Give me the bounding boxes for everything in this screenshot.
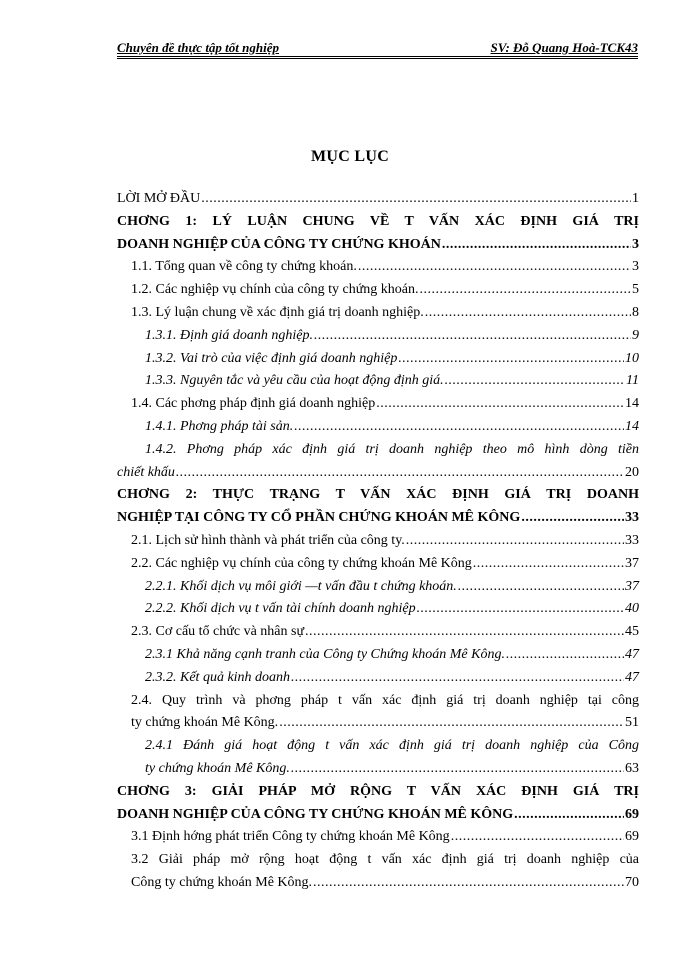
toc-entry-chapter-3[interactable]: CHƠNG 3: GIẢI PHÁP MỞ RỘNG T VẤN XÁC ĐỊNH GIÁ TRỊ: [117, 783, 639, 799]
toc-entry-2-2[interactable]: 2.2. Các nghiệp vụ chính của công ty chứng khoán Mê Kông ..... 37: [117, 556, 639, 579]
toc-entry-intro[interactable]: LỜI MỞ ĐẦU ..... 1: [117, 191, 639, 214]
toc-entry-chapter-1[interactable]: CHƠNG 1: LÝ LUẬN CHUNG VỀ T VẤN XÁC ĐỊNH GIÁ TRỊ: [117, 213, 639, 229]
toc-entry-2-4-1[interactable]: 2.4.1 Đánh giá hoạt động t vấn xác định giá trị doanh nghiệp của Công: [145, 738, 639, 754]
page-header: [117, 40, 638, 59]
toc-entry-2-4[interactable]: 2.4. Quy trình và phơng pháp t vấn xác định giá trị doanh nghiệp tại công: [131, 692, 639, 708]
toc-entry-1-3-2[interactable]: 1.3.2. Vai trò của việc định giá doanh nghiệp ..... 10: [117, 351, 639, 374]
toc-entry-3-2-cont[interactable]: Công ty chứng khoán Mê Kông. ..... 70: [117, 875, 639, 898]
toc-entry-2-4-1-cont[interactable]: ty chứng khoán Mê Kông. ..... 63: [117, 761, 639, 784]
table-of-contents: [117, 191, 639, 898]
toc-entry-1-3-3[interactable]: 1.3.3. Nguyên tắc và yêu cầu của hoạt động định giá. ..... 11: [117, 373, 639, 396]
toc-entry-2-3[interactable]: 2.3. Cơ cấu tổ chức và nhân sự ..... 45: [117, 624, 639, 647]
toc-entry-1-3[interactable]: 1.3. Lý luận chung về xác định giá trị doanh nghiệp. ..... 8: [117, 305, 639, 328]
page-title: MỤC LỤC: [310, 148, 390, 165]
toc-entry-2-3-2[interactable]: 2.3.2. Kết quả kinh doanh ..... 47: [117, 670, 639, 693]
toc-entry-1-4-1[interactable]: 1.4.1. Phơng pháp tài sản. ..... 14: [117, 419, 639, 442]
toc-entry-3-2[interactable]: 3.2 Giải pháp mở rộng hoạt động t vấn xác định giá trị doanh nghiệp của: [131, 852, 639, 868]
toc-entry-chapter-1-cont[interactable]: DOANH NGHIỆP CỦA CÔNG TY CHỨNG KHOÁN ..... 3: [117, 237, 639, 260]
toc-entry-1-1[interactable]: 1.1. Tổng quan về công ty chứng khoán. ..... 3: [117, 259, 639, 282]
toc-entry-2-4-cont[interactable]: ty chứng khoán Mê Kông. ..... 51: [117, 715, 639, 738]
toc-entry-1-3-1[interactable]: 1.3.1. Định giá doanh nghiệp. ..... 9: [117, 328, 639, 351]
toc-entry-1-4-2[interactable]: 1.4.2. Phơng pháp xác định giá trị doanh nghiệp theo mô hình dòng tiền: [145, 441, 639, 457]
header-left: Chuyên đề thực tập tốt nghiệp: [117, 40, 279, 55]
toc-entry-chapter-2[interactable]: CHƠNG 2: THỰC TRẠNG T VẤN XÁC ĐỊNH GIÁ TRỊ DOANH: [117, 487, 639, 503]
header-right: SV: Đỗ Quang Hoà-TCK43: [490, 40, 638, 55]
toc-entry-2-1[interactable]: 2.1. Lịch sử hình thành và phát triển của công ty. ..... 33: [117, 533, 639, 556]
toc-entry-3-1[interactable]: 3.1 Định hớng phát triển Công ty chứng khoán Mê Kông ..... 69: [117, 829, 639, 852]
toc-entry-chapter-2-cont[interactable]: NGHIỆP TẠI CÔNG TY CỔ PHẦN CHỨNG KHOÁN MÊ KÔNG ..... 33: [117, 510, 639, 533]
toc-entry-1-4[interactable]: 1.4. Các phơng pháp định giá doanh nghiệp ..... 14: [117, 396, 639, 419]
toc-entry-2-2-1[interactable]: 2.2.1. Khối dịch vụ môi giới —t vấn đầu t chứng khoán. ..... 37: [117, 579, 639, 602]
toc-entry-2-2-2[interactable]: 2.2.2. Khối dịch vụ t vấn tài chính doanh nghiệp ..... 40: [117, 601, 639, 624]
toc-entry-1-2[interactable]: 1.2. Các nghiệp vụ chính của công ty chứng khoán. ..... 5: [117, 282, 639, 305]
toc-entry-1-4-2-cont[interactable]: chiết khấu ..... 20: [117, 465, 639, 488]
toc-entry-2-3-1[interactable]: 2.3.1 Khả năng cạnh tranh của Công ty Chứng khoán Mê Kông. ..... 47: [117, 647, 639, 670]
toc-entry-chapter-3-cont[interactable]: DOANH NGHIỆP CỦA CÔNG TY CHỨNG KHOÁN MÊ KÔNG ..... 69: [117, 807, 639, 830]
